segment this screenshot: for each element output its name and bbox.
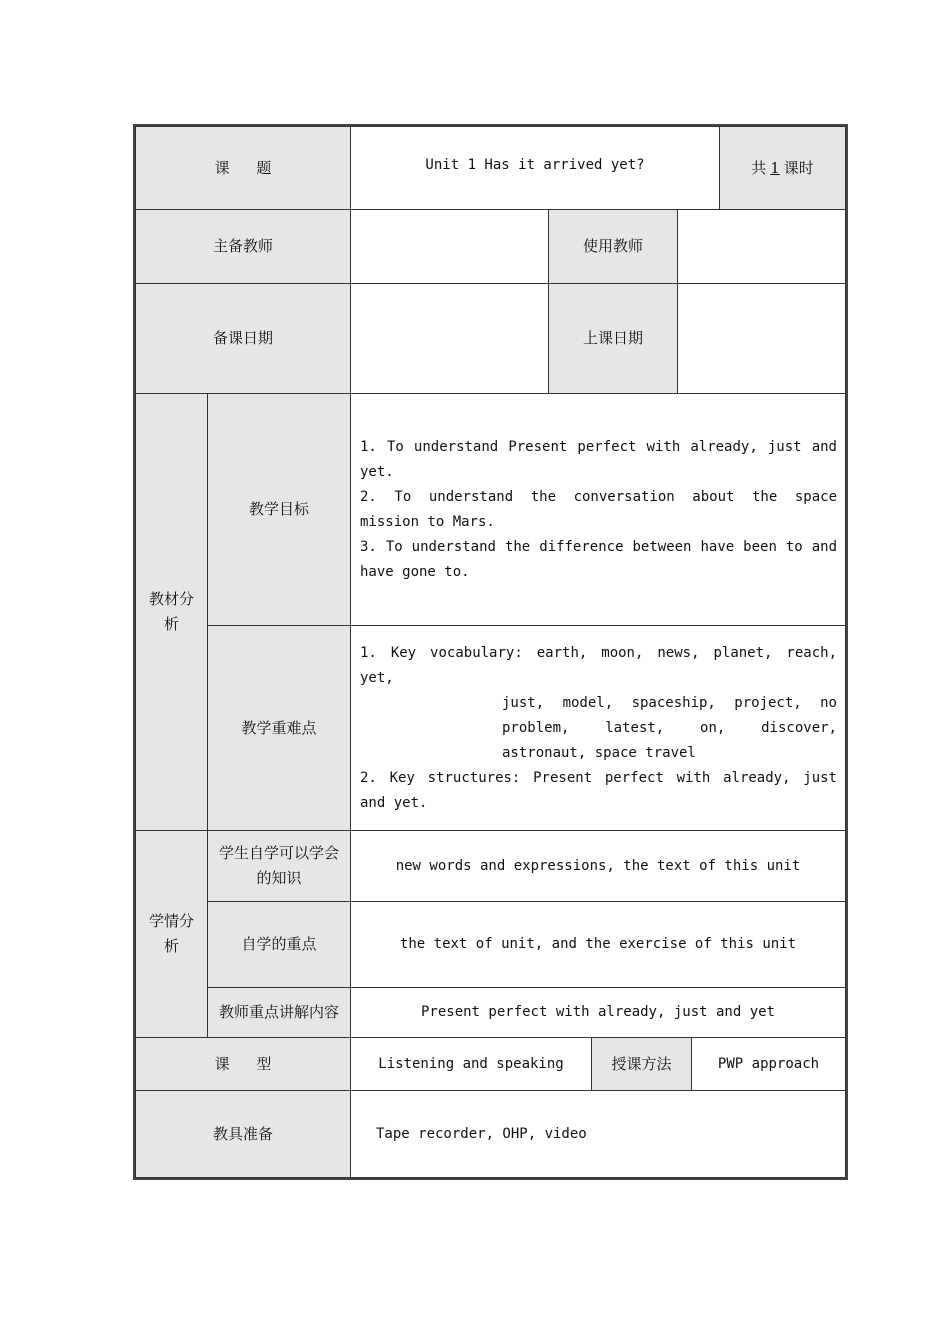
prep-date-label-cell [135,283,351,394]
lesson-count-value: 1 [770,158,780,177]
class-date-label: 上课日期 [582,329,643,347]
subject-title-cell [350,126,720,210]
lesson-count-cell [719,126,846,210]
teacher-explain-label-cell [207,987,351,1038]
teacher-explain-label: 教师重点讲解内容 [218,1003,339,1021]
main-teacher-value-cell [350,209,549,284]
teaching-method-value: PWP approach [717,1055,820,1072]
teaching-method-value-cell [691,1037,846,1091]
prep-date-label: 备课日期 [212,329,273,347]
subject-title: Unit 1 Has it arrived yet? [425,157,645,173]
subject-label-cell [135,126,351,210]
objective-item: 3. To understand the difference between have been to and have gone to. [360,538,837,580]
objectives-list [360,435,837,585]
key-points-label: 教学重难点 [241,718,317,737]
material-analysis-label-cell [135,393,208,831]
class-date-value-cell [677,283,846,394]
teaching-method-label: 授课方法 [611,1054,672,1073]
self-learn-value: new words and expressions, the text of this unit [395,857,801,874]
key-points-list [360,641,837,816]
lesson-type-label-cell [135,1037,351,1091]
teacher-explain-value-cell [350,987,846,1038]
teaching-method-label-cell [591,1037,692,1091]
tools-label: 教具准备 [212,1124,273,1143]
lesson-type-value-cell [350,1037,592,1091]
lesson-count-suffix: 课时 [783,158,814,177]
material-analysis-label: 教材分析 [148,590,194,633]
objectives-label-cell [207,393,351,626]
objective-item: 1. To understand Present perfect with already, just and yet. [360,438,837,480]
key-points-content-cell [350,625,846,831]
tools-value: Tape recorder, OHP, video [376,1125,587,1142]
self-learn-label: 学生自学可以学会的知识 [218,844,339,887]
self-learn-label-cell [207,830,351,902]
objective-item: 2. To understand the conversation about the space mission to Mars. [360,488,837,530]
lesson-count-prefix: 共 [751,158,767,177]
student-analysis-label: 学情分析 [148,912,194,955]
main-teacher-label: 主备教师 [212,237,273,255]
tools-label-cell [135,1090,351,1178]
focus-value-cell [350,901,846,988]
using-teacher-label: 使用教师 [582,237,643,255]
tools-value-cell [350,1090,846,1178]
using-teacher-value-cell [677,209,846,284]
objectives-label: 教学目标 [248,500,309,518]
focus-label: 自学的重点 [241,935,317,953]
vocabulary-lead: 1. Key vocabulary: earth, moon, news, planet, reach, yet, [360,644,837,686]
objectives-content-cell [350,393,846,626]
lesson-type-value: Listening and speaking [378,1055,564,1072]
vocabulary-list: just, model, spaceship, project, no problem, latest, on, discover, astronaut, space travel [502,694,837,761]
key-structures: 2. Key structures: Present perfect with already, just and yet. [360,769,837,811]
subject-label: 课 题 [214,158,272,177]
key-points-label-cell [207,625,351,831]
main-teacher-label-cell [135,209,351,284]
teacher-explain-value: Present perfect with already, just and yet [420,1004,775,1020]
class-date-label-cell [548,283,678,394]
self-learn-value-cell [350,830,846,902]
using-teacher-label-cell [548,209,678,284]
focus-label-cell [207,901,351,988]
student-analysis-label-cell [135,830,208,1038]
lesson-type-label: 课 型 [214,1054,272,1073]
focus-value: the text of unit, and the exercise of this unit [399,936,797,952]
prep-date-value-cell [350,283,549,394]
